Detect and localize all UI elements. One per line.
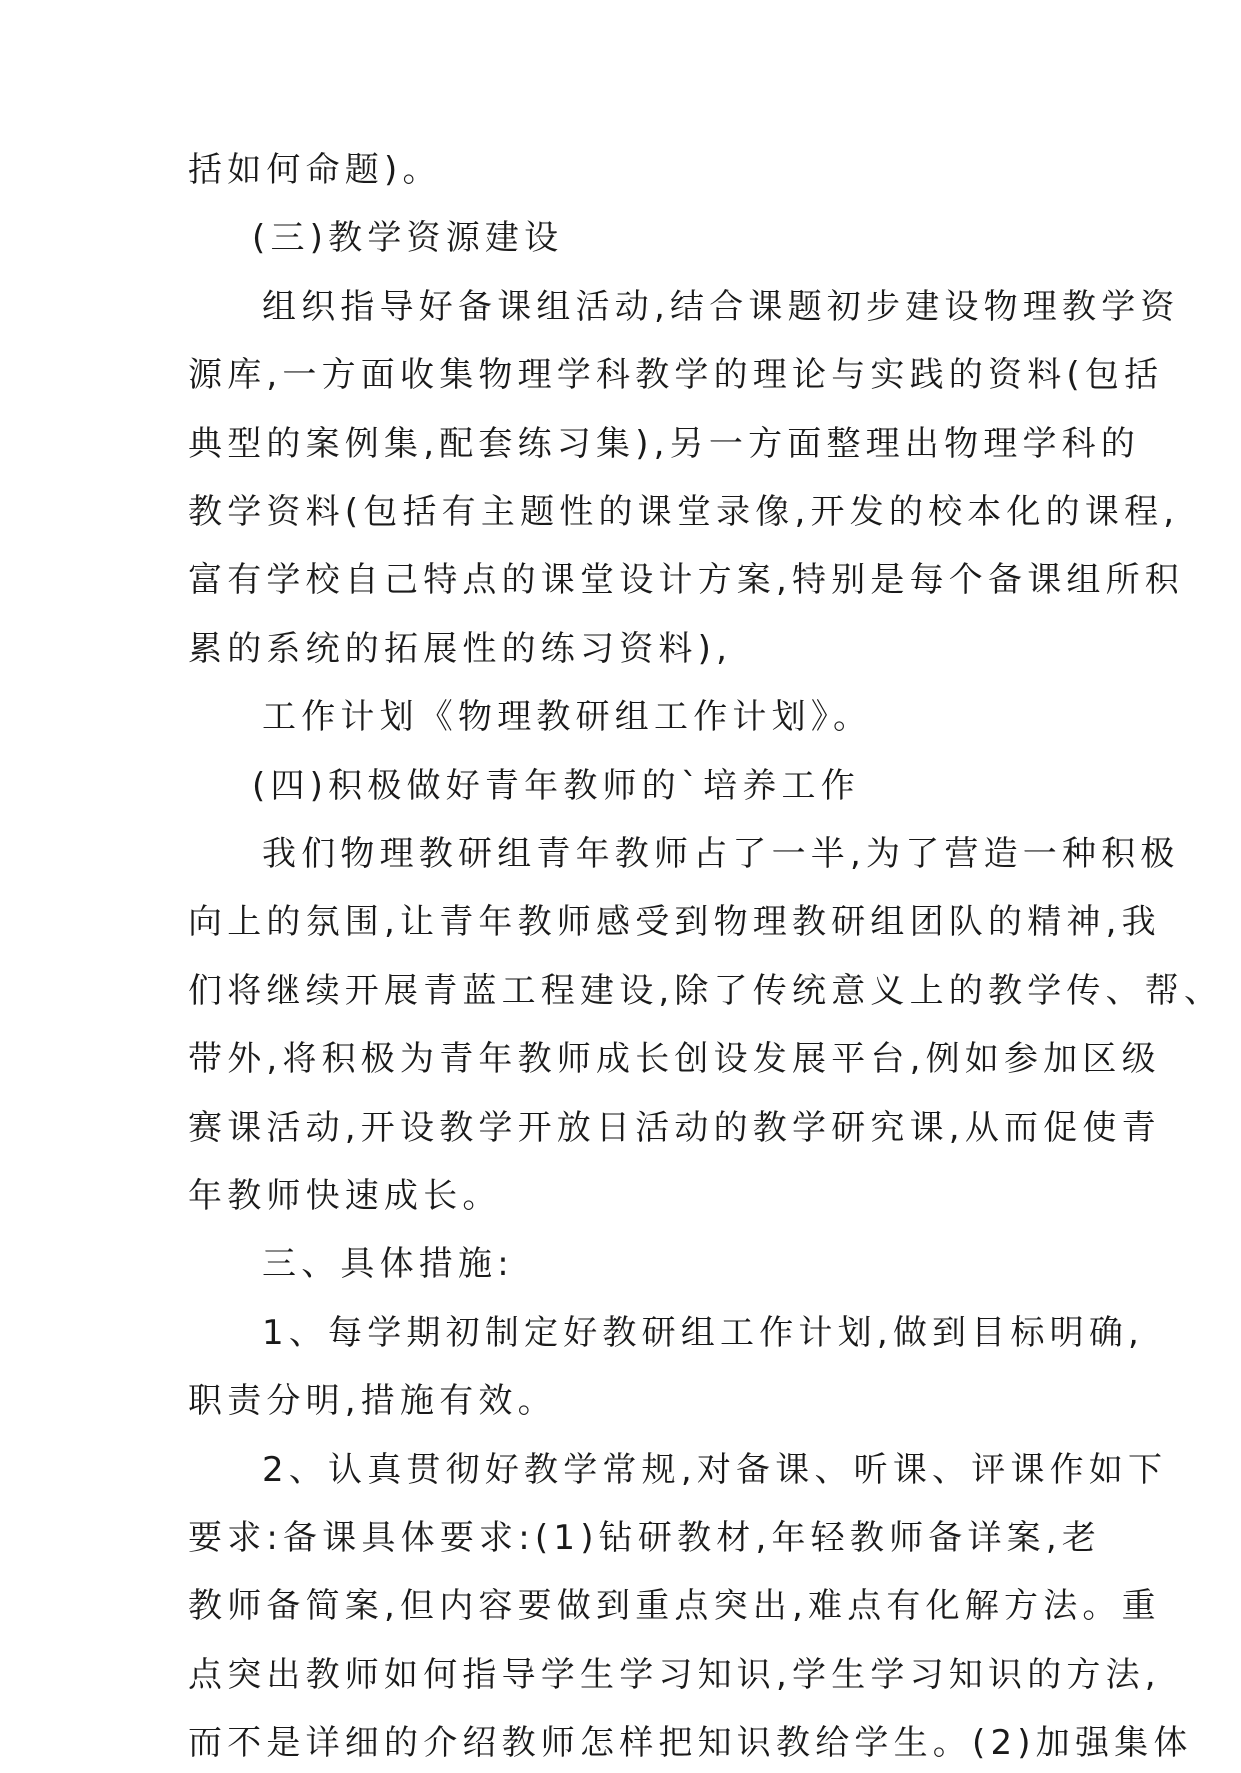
section-heading: (三)教学资源建设 xyxy=(252,218,564,258)
paragraph-line: 年教师快速成长。 xyxy=(188,1176,502,1216)
paragraph-line: 向上的氛围,让青年教师感受到物理教研组团队的精神,我 xyxy=(188,902,1161,942)
paragraph-line: 典型的案例集,配套练习集),另一方面整理出物理学科的 xyxy=(188,424,1141,464)
paragraph-line: 我们物理教研组青年教师占了一半,为了营造一种积极 xyxy=(262,834,1180,874)
paragraph-line: 教学资料(包括有主题性的课堂录像,开发的校本化的课程, xyxy=(188,492,1180,532)
paragraph-line: 点突出教师如何指导学生学习知识,学生学习知识的方法, xyxy=(188,1655,1161,1695)
paragraph-line: 1、每学期初制定好教研组工作计划,做到目标明确, xyxy=(262,1313,1145,1353)
paragraph-line: 2、认真贯彻好教学常规,对备课、听课、评课作如下 xyxy=(262,1450,1168,1490)
paragraph-line: 括如何命题)。 xyxy=(188,150,442,190)
paragraph-line: 教师备简案,但内容要做到重点突出,难点有化解方法。重 xyxy=(188,1586,1161,1626)
paragraph-line: 累的系统的拓展性的练习资料), xyxy=(188,629,733,669)
paragraph-line: 带外,将积极为青年教师成长创设发展平台,例如参加区级 xyxy=(188,1039,1161,1079)
paragraph-line: 源库,一方面收集物理学科教学的理论与实践的资料(包括 xyxy=(188,355,1164,395)
paragraph-line: 工作计划《物理教研组工作计划》。 xyxy=(262,697,873,737)
section-heading: 三、具体措施: xyxy=(262,1244,514,1284)
paragraph-line: 而不是详细的介绍教师怎样把知识教给学生。(2)加强集体 xyxy=(188,1723,1193,1763)
paragraph-line: 们将继续开展青蓝工程建设,除了传统意义上的教学传、帮、 xyxy=(188,971,1224,1011)
paragraph-line: 赛课活动,开设教学开放日活动的教学研究课,从而促使青 xyxy=(188,1108,1161,1148)
paragraph-line: 富有学校自己特点的课堂设计方案,特别是每个备课组所积 xyxy=(188,560,1185,600)
paragraph-line: 组织指导好备课组活动,结合课题初步建设物理教学资 xyxy=(262,287,1180,327)
section-heading: (四)积极做好青年教师的`培养工作 xyxy=(252,766,860,806)
paragraph-line: 要求:备课具体要求:(1)钻研教材,年轻教师备详案,老 xyxy=(188,1518,1102,1558)
paragraph-line: 职责分明,措施有效。 xyxy=(188,1381,557,1421)
